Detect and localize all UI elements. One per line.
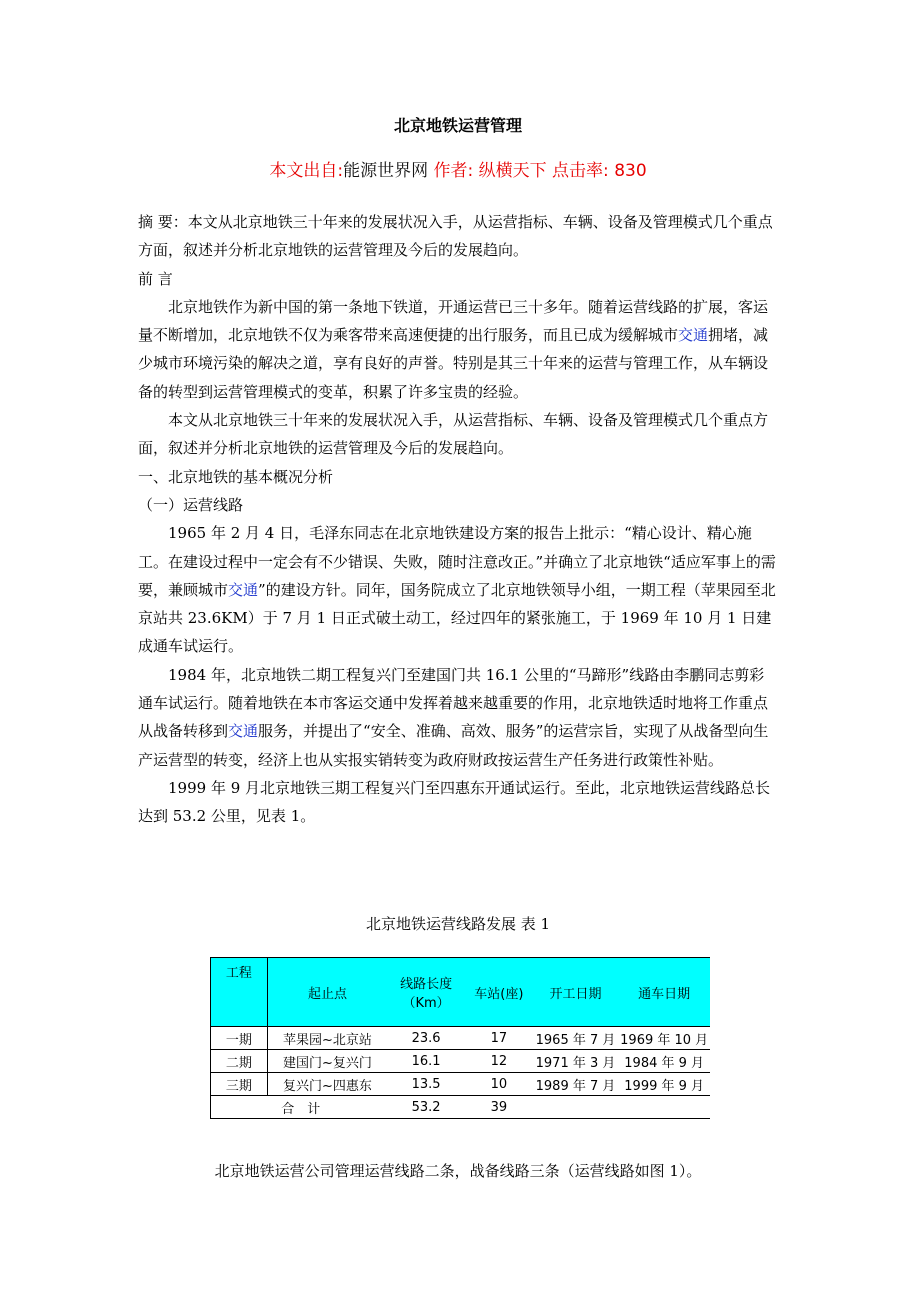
- table-cell: 一期: [211, 1027, 268, 1050]
- paragraph-2: 本文从北京地铁三十年来的发展状况入手，从运营指标、车辆、设备及管理模式几个重点方面，叙述并分析北京地铁的运营管理及今后的发展趋向。: [138, 411, 769, 458]
- table-cell: [618, 1096, 710, 1119]
- table-cell: 1965 年 7 月: [533, 1027, 619, 1050]
- paragraph-text: 1965 年 2 月 4 日，毛泽东同志在北京地铁建设方案的报告上批示：“精心设计、精心施工。在建设过程中一定会有不少错误、失败，随时注意改正。”并确立了北京地铁“适应军事上的需要，兼顾城市: [138, 524, 776, 599]
- clicks-label: 点击率:: [552, 161, 609, 181]
- table-row: [211, 1027, 711, 1050]
- clicks-value: 830: [614, 161, 647, 181]
- paragraph-text: ”的建设方针。同年，国务院成立了北京地铁领导小组，一期工程（苹果园至北京站共 23.6KM）于 7 月 1 日正式破土动工，经过四年的紧张施工，于 1969 年 10 月 1 日建成通车试运行。: [138, 580, 776, 656]
- header-cell: 通车日期: [618, 958, 710, 1027]
- paragraph-text: 拥堵，减少城市环境污染的解决之道，享有良好的声誉。特别是其三十年来的运营与管理工作，从车辆设备的转型到运营管理模式的变革，积累了许多宝贵的经验。: [138, 326, 769, 401]
- source-value[interactable]: 能源世界网: [343, 161, 429, 181]
- source-line: [138, 156, 778, 181]
- table-cell: [533, 1096, 619, 1119]
- subsection-heading: （一）运营线路: [138, 495, 244, 514]
- table-cell: 1999 年 9 月: [618, 1073, 710, 1096]
- table-cell: 三期: [211, 1073, 268, 1096]
- total-label: 合 计: [267, 1096, 387, 1119]
- table-cell: 10: [465, 1073, 533, 1096]
- table-row: [211, 1050, 711, 1073]
- traffic-link[interactable]: 交通: [678, 326, 709, 345]
- paragraph-1: [138, 293, 778, 406]
- table-total-row: [211, 1096, 711, 1119]
- paragraph-4: [138, 661, 778, 774]
- table-cell: 17: [465, 1027, 533, 1050]
- paragraph-text: 北京地铁作为新中国的第一条地下铁道，开通运营已三十多年。随着运营线路的扩展，客运量不断增加，北京地铁不仅为乘客带来高速便捷的出行服务，而且已成为缓解城市: [138, 297, 769, 345]
- table-cell: 1971 年 3 月: [533, 1050, 619, 1073]
- table-row: [211, 1073, 711, 1096]
- lines-table: [210, 957, 710, 1119]
- table-cell: 建国门~复兴门: [267, 1050, 387, 1073]
- paragraph-5: 1999 年 9 月北京地铁三期工程复兴门至四惠东开通试运行。至此，北京地铁运营线路总长达到 53.2 公里，见表 1。: [138, 778, 771, 826]
- paragraph-3: [138, 519, 778, 660]
- table-cell: 1969 年 10 月: [618, 1027, 710, 1050]
- header-cell: 线路长度 （Km）: [387, 958, 465, 1027]
- document-title: 北京地铁运营管理: [393, 116, 522, 135]
- abstract: 摘 要：本文从北京地铁三十年来的发展状况入手，从运营指标、车辆、设备及管理模式几个重点方面，叙述并分析北京地铁的运营管理及今后的发展趋向。: [138, 213, 773, 260]
- author-value: 纵横天下: [478, 161, 547, 181]
- table-cell: 16.1: [387, 1050, 465, 1073]
- table-cell: 23.6: [387, 1027, 465, 1050]
- total-length: 53.2: [387, 1096, 465, 1119]
- traffic-link[interactable]: 交通: [228, 580, 259, 599]
- header-cell: 起止点: [267, 958, 387, 1027]
- header-cell: 开工日期: [533, 958, 619, 1027]
- header-cell: 车站(座): [465, 958, 533, 1027]
- preface-heading: 前 言: [138, 269, 173, 288]
- article-body: [138, 208, 778, 831]
- table-cell: 苹果园~北京站: [267, 1027, 387, 1050]
- table-caption: 北京地铁运营线路发展 表 1: [365, 915, 551, 933]
- table-header-row: [211, 958, 711, 1027]
- table-cell: 1984 年 9 月: [618, 1050, 710, 1073]
- table-cell: [211, 1096, 268, 1119]
- section-heading: 一、北京地铁的基本概况分析: [138, 467, 334, 486]
- paragraph-text: 服务，并提出了“安全、准确、高效、服务”的运营宗旨，实现了从战备型向生产运营型的转变，经济上也从实报实销转变为政府财政按运营生产任务进行政策性补贴。: [138, 722, 769, 769]
- table-cell: 复兴门~四惠东: [267, 1073, 387, 1096]
- paragraph-text: 1984 年，北京地铁二期工程复兴门至建国门共 16.1 公里的“马蹄形”线路由李鹏同志剪彩通车试运行。随着地铁在本市客运交通中发挥着越来越重要的作用，北京地铁适时地将工作重点从战备转移到: [138, 665, 769, 741]
- header-cell: 工程: [211, 958, 268, 1027]
- after-table-text: 北京地铁运营公司管理运营线路二条，战备线路三条（运营线路如图 1）。: [214, 1162, 702, 1180]
- traffic-link[interactable]: 交通: [228, 722, 259, 741]
- total-stations: 39: [465, 1096, 533, 1119]
- table-cell: 1989 年 7 月: [533, 1073, 619, 1096]
- table-cell: 二期: [211, 1050, 268, 1073]
- table-cell: 13.5: [387, 1073, 465, 1096]
- source-label: 本文出自:: [269, 161, 344, 181]
- table-cell: 12: [465, 1050, 533, 1073]
- author-label: 作者:: [433, 161, 474, 181]
